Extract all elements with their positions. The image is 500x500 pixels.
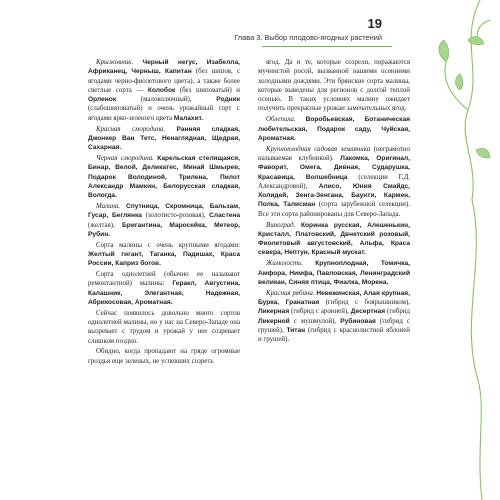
text-run: Сорта малины с очень крупными ягодами: bbox=[96, 241, 240, 249]
paragraph bbox=[88, 241, 240, 269]
plant-name: Малина. bbox=[96, 202, 121, 210]
text-run: (гибрид с боярышником), bbox=[319, 298, 410, 306]
chapter-title: Глава 3. Выбор плодово-ягодных растений bbox=[234, 33, 382, 42]
paragraph bbox=[258, 259, 410, 287]
variety-names: Титан bbox=[286, 326, 306, 334]
plant-name: Виноград. bbox=[266, 221, 296, 229]
text-run: с мушмулой), bbox=[289, 317, 341, 325]
text-run: (без шипов, с ягодами черно-фиолетового цвета), а также более светлые сорта — bbox=[88, 68, 240, 94]
right-text-column bbox=[258, 58, 410, 346]
paragraph bbox=[258, 115, 410, 143]
variety-names: Ранняя сладкая, Джонкер Ван Тетс, Ненаглядная, Щедрая, Сахарная. bbox=[88, 125, 240, 152]
text-run: ягод. Да и те, которые созрели, поражаются мучнистой росой, вызванной нашими осенними холодными дождями. Эти брянские сорта малины, которые выведены для регионов с долгой теплой осенью. В таких условиях малину ожидает получить прекрасные урожаи замечательных ягод. bbox=[258, 59, 410, 113]
text-run: (золотисто-розовая), bbox=[141, 212, 210, 220]
text-run: (гибрид с аронией), bbox=[289, 308, 351, 316]
paragraph bbox=[88, 154, 240, 200]
variety-names: Малахит. bbox=[173, 114, 204, 122]
variety-names: Алисо, Юния Смайдс, Холидей, Зенга-Зенгана, Баунти, Кармен, Полка, Талисман bbox=[258, 182, 411, 209]
variety-names: Черный негус, Изабелла, Африканец, Черныш, Капитан bbox=[88, 59, 240, 76]
text-run bbox=[133, 59, 142, 66]
text-run: (неграмотно называемая клубникой). bbox=[258, 145, 410, 162]
variety-names: Крупноплодная, Томичка, Амфора, Нимфа, Павловская, Ленинградский великан, Синяя птица, Фиалка, Морена. bbox=[258, 260, 410, 286]
variety-names: Невежинская, Алая крупная, Бурка, Гранатная bbox=[258, 289, 410, 306]
header-divider bbox=[262, 46, 392, 47]
floral-ornament-icon bbox=[420, 0, 500, 500]
variety-names: Ликерная bbox=[258, 308, 290, 316]
text-run: (без шиповатый) и bbox=[175, 86, 240, 94]
text-run: (малоколючный), bbox=[116, 96, 217, 104]
variety-names: Родник bbox=[216, 96, 240, 104]
variety-names: Ликерной bbox=[258, 317, 290, 325]
plant-name: Облепиха. bbox=[266, 116, 296, 124]
paragraph bbox=[88, 58, 240, 123]
variety-names: Десертная bbox=[350, 308, 386, 316]
text-run: (гибрид с грушей), bbox=[258, 317, 410, 334]
variety-names: Желтый гигант, Таганка, Падишах, Краса России, Каприз богов. bbox=[88, 250, 240, 268]
variety-names: Сластена bbox=[209, 212, 240, 220]
paragraph bbox=[258, 145, 410, 219]
text-run: (желтая), bbox=[88, 221, 123, 229]
paragraph bbox=[258, 221, 410, 258]
variety-names: Коринка русская, Алешенькин, Кристалл, Платовский, Двнетский розовый, Фиолетовый августовский, Альфа, Краса севера, Нептун, Красный мускат. bbox=[258, 221, 410, 257]
paragraph bbox=[258, 58, 410, 114]
plant-name: Красная рябина. bbox=[266, 289, 315, 297]
variety-names: Воробьевская, Ботаническая любительская, Подарок саду, Чуйская, Ароматная. bbox=[258, 116, 410, 142]
text-run: (гибрид с краснолистной яблоней и грушей). bbox=[258, 326, 410, 344]
left-text-column bbox=[88, 58, 240, 368]
paragraph bbox=[88, 270, 240, 307]
plant-name: Жимолость. bbox=[266, 260, 303, 268]
paragraph bbox=[88, 202, 240, 239]
variety-names: Орленок bbox=[88, 96, 117, 104]
text-run bbox=[303, 260, 315, 267]
text-run: (гибрид bbox=[385, 308, 410, 316]
paragraph bbox=[88, 309, 240, 346]
variety-names: Спутница, Скромница, Бальзам, Гусар, Беглянка bbox=[88, 202, 240, 220]
paragraph bbox=[258, 289, 410, 345]
variety-names: Карельская стелящаяся, Бинар, Велой, Деликатес, Минай Шмырев, Подарок Володиной, Трилена, Пилот Александр Мамкин, Белорусская сладкая, Вологда. bbox=[88, 154, 240, 200]
paragraph bbox=[88, 347, 240, 366]
plant-name: Красная смородина. bbox=[96, 125, 166, 133]
plant-name: Крупноплодная садовая земляника bbox=[266, 145, 371, 153]
variety-names: Геракл, Августина, Калашник, Элегантная, Надежная, Абрикосовая, Ароматная. bbox=[88, 280, 240, 306]
plant-name: Крыжовник. bbox=[96, 59, 134, 66]
variety-names: Лакомка, Оригинал, Фаворит, Омега, Дивная, Сударушка, Красавица, Волшебница bbox=[258, 154, 410, 181]
plant-name: Черная смородина. bbox=[96, 154, 154, 162]
paragraph bbox=[88, 125, 240, 153]
text-run: Обидно, когда пропадают на гряде огромные гроздья еще зеленых, не успевших созреть bbox=[88, 348, 240, 365]
text-run bbox=[165, 126, 176, 133]
variety-names: Рубиновая bbox=[340, 317, 376, 325]
page-number: 19 bbox=[367, 16, 382, 31]
text-run: (слабошиповатый) и очень урожайный сорт с ягодами ярко-зеленого цвета bbox=[88, 105, 240, 122]
variety-names: Колобок bbox=[147, 86, 176, 94]
variety-names: Бригантина, Маросейка, Метеор, Рубин. bbox=[88, 221, 240, 238]
text-run: Сорта однолетней (обычно ее называют ремонтантной) малины: bbox=[88, 271, 240, 288]
text-run bbox=[296, 116, 306, 123]
text-run: (селекции Г.Д. Александровой), bbox=[258, 173, 410, 190]
text-run: (сорта зарубежной селекции). Все эти сорта районированы для Северо-Запада. bbox=[258, 201, 410, 218]
text-run: Сейчас появилось довольно много сортов однолетней малины, но у нас на Северо-Западе она вызревает с трудом и урожай у нее созревает слишком поздно. bbox=[88, 309, 240, 345]
